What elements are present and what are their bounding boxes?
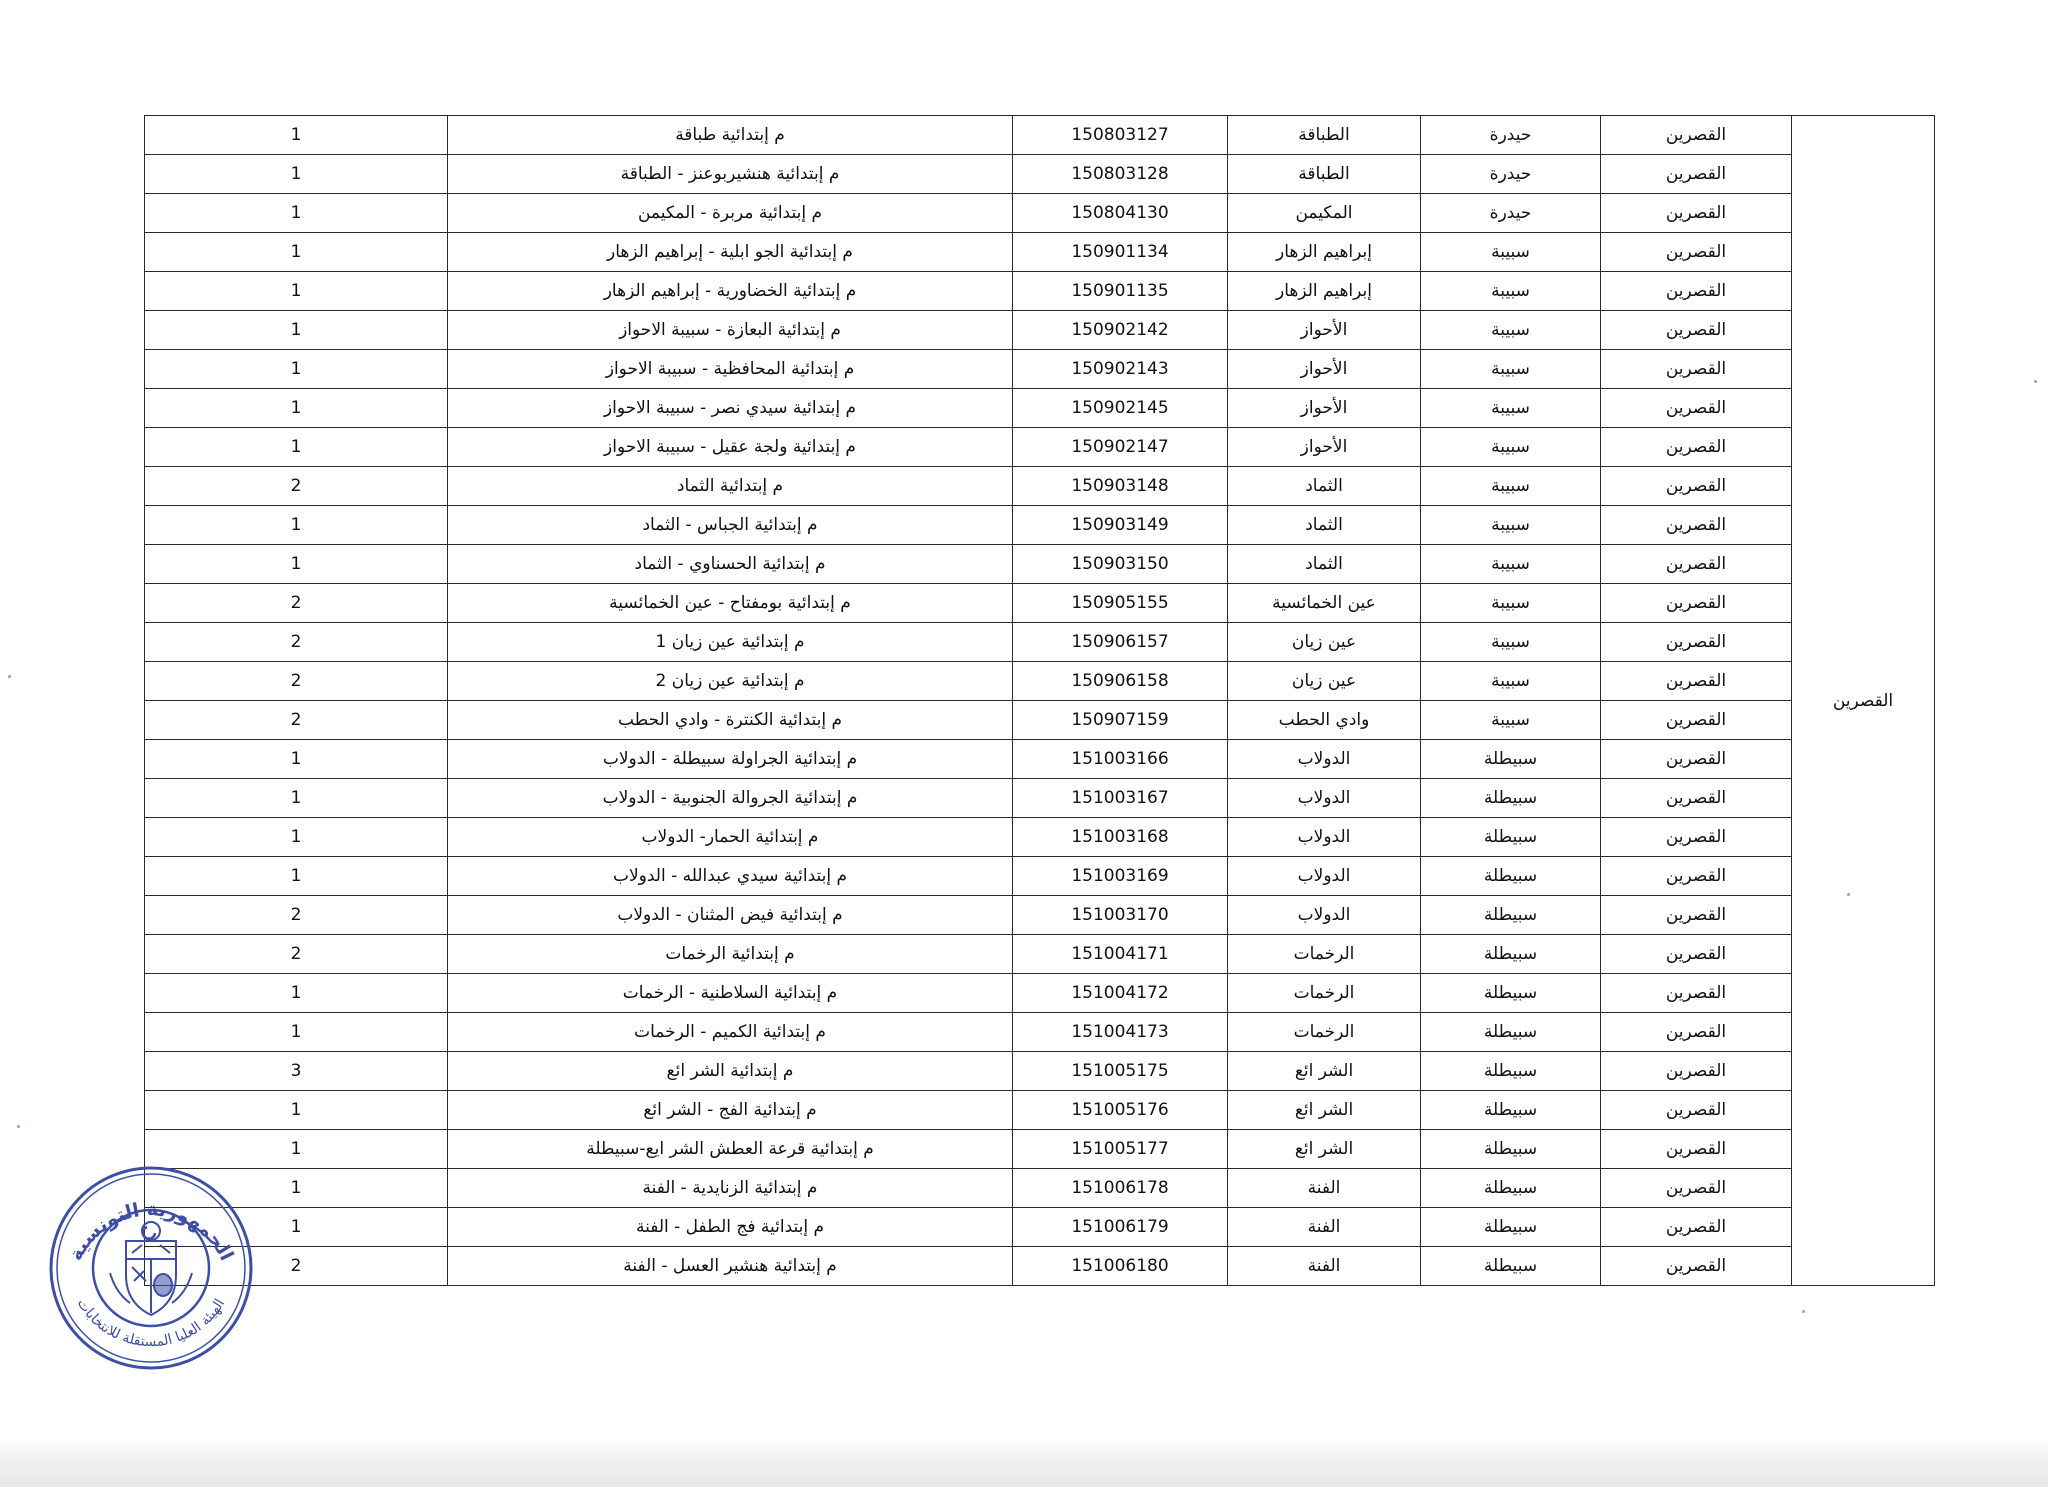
sector-cell: عين زيان: [1228, 623, 1421, 662]
table-row: [145, 857, 1935, 896]
count-cell: 2: [145, 701, 448, 740]
scan-speck: [17, 1125, 20, 1128]
sector-cell: الفنة: [1228, 1169, 1421, 1208]
table-row: [145, 584, 1935, 623]
school-code-cell: 150901134: [1013, 233, 1228, 272]
school-name-cell: م إبتدائية فيض المثنان - الدولاب: [448, 896, 1013, 935]
stamp-outer-text: الجمهورية التونسية: [64, 1198, 238, 1265]
sector-cell: الدولاب: [1228, 818, 1421, 857]
count-cell: 2: [145, 896, 448, 935]
count-cell: 2: [145, 467, 448, 506]
delegation-cell: حيدرة: [1421, 194, 1601, 233]
school-name-cell: م إبتدائية الجروالة الجنوبية - الدولاب: [448, 779, 1013, 818]
school-code-cell: 151005175: [1013, 1052, 1228, 1091]
school-code-cell: 151004171: [1013, 935, 1228, 974]
table-body: [145, 116, 1935, 1286]
count-cell: 1: [145, 779, 448, 818]
school-code-cell: 151003168: [1013, 818, 1228, 857]
count-cell: 1: [145, 155, 448, 194]
governorate-cell: القصرين: [1601, 935, 1792, 974]
delegation-cell: سبيبة: [1421, 584, 1601, 623]
table-row: [145, 506, 1935, 545]
sector-cell: الثماد: [1228, 467, 1421, 506]
delegation-cell: حيدرة: [1421, 155, 1601, 194]
count-cell: 1: [145, 194, 448, 233]
delegation-cell: سبيبة: [1421, 506, 1601, 545]
governorate-cell: القصرين: [1601, 155, 1792, 194]
count-cell: 1: [145, 1091, 448, 1130]
school-name-cell: م إبتدائية الحسناوي - الثماد: [448, 545, 1013, 584]
schools-table: [144, 115, 1935, 1286]
school-name-cell: م إبتدائية ولجة عقيل - سبيبة الاحواز: [448, 428, 1013, 467]
count-cell: 1: [145, 818, 448, 857]
school-name-cell: م إبتدائية الحمار- الدولاب: [448, 818, 1013, 857]
sector-cell: إبراهيم الزهار: [1228, 233, 1421, 272]
school-name-cell: م إبتدائية بومفتاح - عين الخمائسية: [448, 584, 1013, 623]
delegation-cell: سبيطلة: [1421, 1013, 1601, 1052]
school-code-cell: 150902142: [1013, 311, 1228, 350]
count-cell: 1: [145, 1169, 448, 1208]
table-row: [145, 1013, 1935, 1052]
governorate-cell: القصرين: [1601, 740, 1792, 779]
school-code-cell: 150906158: [1013, 662, 1228, 701]
sector-cell: الطباقة: [1228, 155, 1421, 194]
school-name-cell: م إبتدائية سيدي عبدالله - الدولاب: [448, 857, 1013, 896]
delegation-cell: سبيطلة: [1421, 857, 1601, 896]
count-cell: 1: [145, 506, 448, 545]
governorate-cell: القصرين: [1601, 896, 1792, 935]
governorate-cell: القصرين: [1601, 350, 1792, 389]
table-row: [145, 779, 1935, 818]
school-code-cell: 150903149: [1013, 506, 1228, 545]
sector-cell: عين الخمائسية: [1228, 584, 1421, 623]
table-row: [145, 155, 1935, 194]
table-row: [145, 1052, 1935, 1091]
school-code-cell: 151005177: [1013, 1130, 1228, 1169]
delegation-cell: سبيبة: [1421, 623, 1601, 662]
count-cell: 3: [145, 1052, 448, 1091]
governorate-cell: القصرين: [1601, 1052, 1792, 1091]
table-row: [145, 389, 1935, 428]
scan-speck: [1802, 1310, 1805, 1313]
delegation-cell: سبيبة: [1421, 233, 1601, 272]
delegation-cell: سبيطلة: [1421, 740, 1601, 779]
sector-cell: الفنة: [1228, 1208, 1421, 1247]
table-row: [145, 1130, 1935, 1169]
school-code-cell: 150902143: [1013, 350, 1228, 389]
count-cell: 1: [145, 233, 448, 272]
sector-cell: الأحواز: [1228, 350, 1421, 389]
delegation-cell: سبيبة: [1421, 350, 1601, 389]
school-code-cell: 150906157: [1013, 623, 1228, 662]
school-code-cell: 151003169: [1013, 857, 1228, 896]
table-row: [145, 116, 1935, 155]
count-cell: 1: [145, 740, 448, 779]
table-row: [145, 272, 1935, 311]
school-name-cell: م إبتدائية هنشيربوعنز - الطباقة: [448, 155, 1013, 194]
table-row: [145, 818, 1935, 857]
sector-cell: الشر ائع: [1228, 1130, 1421, 1169]
sector-cell: الثماد: [1228, 506, 1421, 545]
school-name-cell: م إبتدائية الرخمات: [448, 935, 1013, 974]
school-name-cell: م إبتدائية هنشير العسل - الفنة: [448, 1247, 1013, 1286]
delegation-cell: سبيبة: [1421, 701, 1601, 740]
table-row: [145, 233, 1935, 272]
table-row: [145, 974, 1935, 1013]
school-name-cell: م إبتدائية عين زيان 2: [448, 662, 1013, 701]
school-name-cell: م إبتدائية الزنايدية - الفنة: [448, 1169, 1013, 1208]
governorate-group-cell: القصرين: [1792, 116, 1935, 1286]
count-cell: 1: [145, 428, 448, 467]
school-code-cell: 151003167: [1013, 779, 1228, 818]
governorate-cell: القصرين: [1601, 506, 1792, 545]
school-name-cell: م إبتدائية المحافظية - سبيبة الاحواز: [448, 350, 1013, 389]
school-name-cell: م إبتدائية البعازة - سبيبة الاحواز: [448, 311, 1013, 350]
governorate-cell: القصرين: [1601, 1208, 1792, 1247]
governorate-cell: القصرين: [1601, 233, 1792, 272]
delegation-cell: سبيطلة: [1421, 974, 1601, 1013]
governorate-cell: القصرين: [1601, 623, 1792, 662]
table-row: [145, 1208, 1935, 1247]
count-cell: 1: [145, 350, 448, 389]
school-name-cell: م إبتدائية الجباس - الثماد: [448, 506, 1013, 545]
governorate-cell: القصرين: [1601, 1247, 1792, 1286]
delegation-cell: سبيطلة: [1421, 1208, 1601, 1247]
school-code-cell: 150901135: [1013, 272, 1228, 311]
sector-cell: الثماد: [1228, 545, 1421, 584]
school-code-cell: 150902145: [1013, 389, 1228, 428]
sector-cell: الرخمات: [1228, 974, 1421, 1013]
school-code-cell: 150905155: [1013, 584, 1228, 623]
sector-cell: عين زيان: [1228, 662, 1421, 701]
governorate-cell: القصرين: [1601, 272, 1792, 311]
school-name-cell: م إبتدائية الجراولة سبيطلة - الدولاب: [448, 740, 1013, 779]
delegation-cell: سبيبة: [1421, 467, 1601, 506]
sector-cell: وادي الحطب: [1228, 701, 1421, 740]
sector-cell: الدولاب: [1228, 857, 1421, 896]
school-code-cell: 151005176: [1013, 1091, 1228, 1130]
governorate-cell: القصرين: [1601, 545, 1792, 584]
sector-cell: الرخمات: [1228, 1013, 1421, 1052]
school-name-cell: م إبتدائية مربرة - المكيمن: [448, 194, 1013, 233]
count-cell: 1: [145, 311, 448, 350]
table-row: [145, 350, 1935, 389]
table-row: [145, 545, 1935, 584]
official-stamp: [46, 1163, 256, 1373]
school-code-cell: 150903150: [1013, 545, 1228, 584]
table-row: [145, 662, 1935, 701]
school-code-cell: 150804130: [1013, 194, 1228, 233]
school-code-cell: 151006178: [1013, 1169, 1228, 1208]
count-cell: 2: [145, 935, 448, 974]
count-cell: 1: [145, 545, 448, 584]
count-cell: 2: [145, 584, 448, 623]
delegation-cell: سبيطلة: [1421, 1247, 1601, 1286]
governorate-cell: القصرين: [1601, 818, 1792, 857]
school-name-cell: م إبتدائية الثماد: [448, 467, 1013, 506]
sector-cell: الدولاب: [1228, 740, 1421, 779]
count-cell: 1: [145, 1208, 448, 1247]
delegation-cell: سبيطلة: [1421, 896, 1601, 935]
school-name-cell: م إبتدائية الكميم - الرخمات: [448, 1013, 1013, 1052]
sector-cell: إبراهيم الزهار: [1228, 272, 1421, 311]
sector-cell: الفنة: [1228, 1247, 1421, 1286]
delegation-cell: سبيطلة: [1421, 1091, 1601, 1130]
count-cell: 1: [145, 974, 448, 1013]
governorate-cell: القصرين: [1601, 701, 1792, 740]
governorate-cell: القصرين: [1601, 428, 1792, 467]
governorate-cell: القصرين: [1601, 389, 1792, 428]
table-row: [145, 428, 1935, 467]
delegation-cell: سبيبة: [1421, 428, 1601, 467]
table-row: [145, 1247, 1935, 1286]
sector-cell: الطباقة: [1228, 116, 1421, 155]
school-code-cell: 150803127: [1013, 116, 1228, 155]
school-name-cell: م إبتدائية سيدي نصر - سبيبة الاحواز: [448, 389, 1013, 428]
delegation-cell: سبيبة: [1421, 545, 1601, 584]
delegation-cell: سبيطلة: [1421, 818, 1601, 857]
delegation-cell: سبيبة: [1421, 311, 1601, 350]
delegation-cell: سبيطلة: [1421, 935, 1601, 974]
count-cell: 2: [145, 623, 448, 662]
school-name-cell: م إبتدائية الشر ائع: [448, 1052, 1013, 1091]
delegation-cell: سبيبة: [1421, 389, 1601, 428]
delegation-cell: سبيبة: [1421, 662, 1601, 701]
table-row: [145, 896, 1935, 935]
count-cell: 1: [145, 116, 448, 155]
stamp-inner-text: الهيئة العليا المستقلة للانتخابات: [73, 1295, 229, 1351]
count-cell: 2: [145, 662, 448, 701]
governorate-cell: القصرين: [1601, 1091, 1792, 1130]
governorate-cell: القصرين: [1601, 194, 1792, 233]
svg-text:الجمهورية التونسية: [64, 1198, 237, 1264]
sector-cell: الأحواز: [1228, 389, 1421, 428]
sector-cell: الشر ائع: [1228, 1052, 1421, 1091]
sector-cell: الشر ائع: [1228, 1091, 1421, 1130]
governorate-cell: القصرين: [1601, 974, 1792, 1013]
school-code-cell: 150903148: [1013, 467, 1228, 506]
school-name-cell: م إبتدائية فج الطفل - الفنة: [448, 1208, 1013, 1247]
count-cell: 1: [145, 272, 448, 311]
count-cell: 1: [145, 389, 448, 428]
governorate-cell: القصرين: [1601, 311, 1792, 350]
school-code-cell: 150907159: [1013, 701, 1228, 740]
school-name-cell: م إبتدائية الكنترة - وادي الحطب: [448, 701, 1013, 740]
school-name-cell: م إبتدائية طباقة: [448, 116, 1013, 155]
school-name-cell: م إبتدائية الجو ابلية - إبراهيم الزهار: [448, 233, 1013, 272]
table-row: [145, 740, 1935, 779]
governorate-cell: القصرين: [1601, 467, 1792, 506]
sector-cell: الأحواز: [1228, 428, 1421, 467]
school-code-cell: 151006179: [1013, 1208, 1228, 1247]
school-code-cell: 151003166: [1013, 740, 1228, 779]
count-cell: 1: [145, 857, 448, 896]
table-row: [145, 1169, 1935, 1208]
delegation-cell: سبيطلة: [1421, 779, 1601, 818]
scan-speck: [1847, 893, 1850, 896]
tunisian-coat-of-arms-icon: [110, 1222, 192, 1315]
delegation-cell: سبيطلة: [1421, 1130, 1601, 1169]
count-cell: 1: [145, 1130, 448, 1169]
governorate-cell: القصرين: [1601, 662, 1792, 701]
delegation-cell: سبيطلة: [1421, 1169, 1601, 1208]
governorate-cell: القصرين: [1601, 584, 1792, 623]
governorate-cell: القصرين: [1601, 857, 1792, 896]
delegation-cell: سبيطلة: [1421, 1052, 1601, 1091]
governorate-cell: القصرين: [1601, 779, 1792, 818]
sector-cell: الرخمات: [1228, 935, 1421, 974]
table-row: [145, 935, 1935, 974]
governorate-cell: القصرين: [1601, 1169, 1792, 1208]
school-name-cell: م إبتدائية السلاطنية - الرخمات: [448, 974, 1013, 1013]
governorate-cell: القصرين: [1601, 1013, 1792, 1052]
count-cell: 2: [145, 1247, 448, 1286]
school-name-cell: م إبتدائية الفج - الشر ائع: [448, 1091, 1013, 1130]
table-row: [145, 623, 1935, 662]
governorate-cell: القصرين: [1601, 1130, 1792, 1169]
governorate-cell: القصرين: [1601, 116, 1792, 155]
table-row: [145, 701, 1935, 740]
sector-cell: الدولاب: [1228, 896, 1421, 935]
school-name-cell: م إبتدائية الخضاورية - إبراهيم الزهار: [448, 272, 1013, 311]
school-code-cell: 151006180: [1013, 1247, 1228, 1286]
delegation-cell: سبيبة: [1421, 272, 1601, 311]
count-cell: 1: [145, 1013, 448, 1052]
table-row: [145, 194, 1935, 233]
sector-cell: الأحواز: [1228, 311, 1421, 350]
table-row: [145, 1091, 1935, 1130]
school-name-cell: م إبتدائية قرعة العطش الشر ايع-سبيطلة: [448, 1130, 1013, 1169]
school-code-cell: 151003170: [1013, 896, 1228, 935]
scan-speck: [2034, 380, 2037, 383]
scan-speck: [8, 675, 11, 678]
school-name-cell: م إبتدائية عين زيان 1: [448, 623, 1013, 662]
school-code-cell: 151004172: [1013, 974, 1228, 1013]
delegation-cell: حيدرة: [1421, 116, 1601, 155]
school-code-cell: 151004173: [1013, 1013, 1228, 1052]
table-row: [145, 311, 1935, 350]
table-row: [145, 467, 1935, 506]
scan-edge: [0, 1438, 2048, 1487]
sector-cell: الدولاب: [1228, 779, 1421, 818]
school-code-cell: 150803128: [1013, 155, 1228, 194]
sector-cell: المكيمن: [1228, 194, 1421, 233]
school-code-cell: 150902147: [1013, 428, 1228, 467]
